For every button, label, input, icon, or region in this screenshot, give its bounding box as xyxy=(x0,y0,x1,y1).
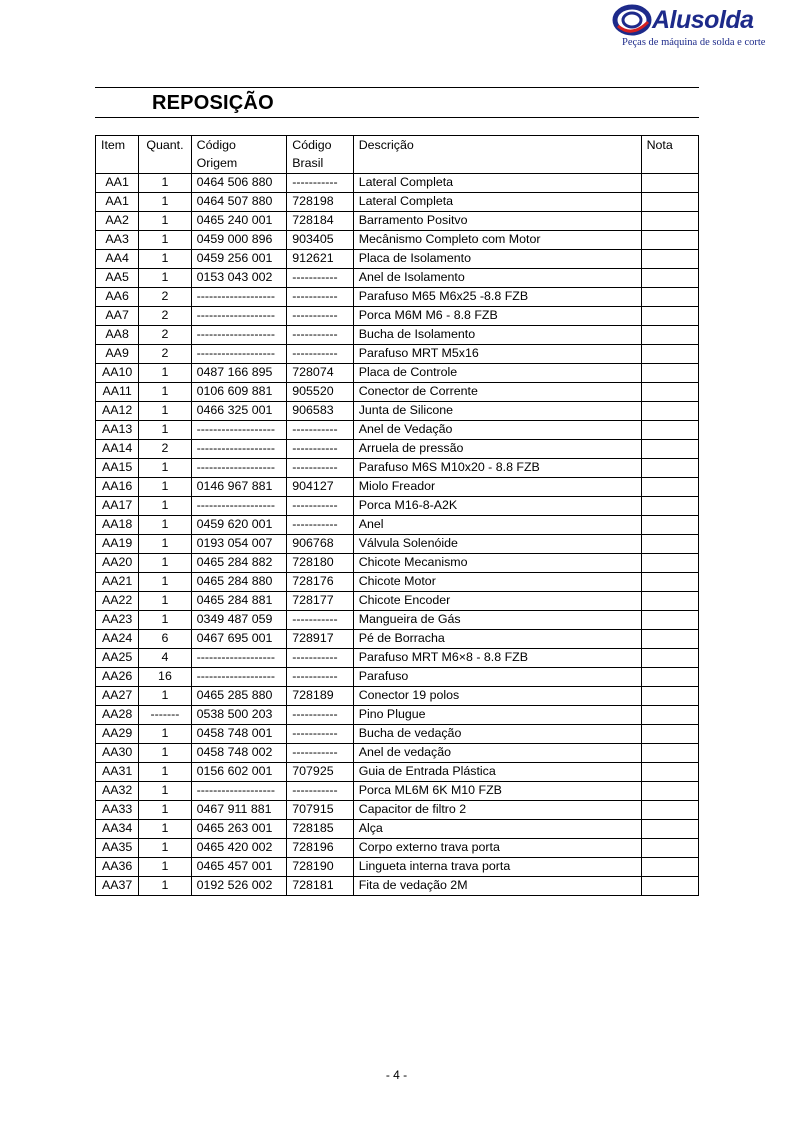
cell-codigo-brasil: ----------- xyxy=(287,421,353,440)
table-row xyxy=(96,307,699,326)
cell-descricao: Alça xyxy=(353,820,641,839)
cell-quant: 1 xyxy=(139,497,191,516)
cell-codigo-brasil: 903405 xyxy=(287,231,353,250)
cell-quant: 1 xyxy=(139,364,191,383)
table-row xyxy=(96,820,699,839)
cell-descricao: Conector de Corrente xyxy=(353,383,641,402)
cell-item: AA1 xyxy=(96,193,139,212)
page-title: REPOSIÇÃO xyxy=(152,92,274,114)
cell-nota xyxy=(641,345,698,364)
cell-nota xyxy=(641,744,698,763)
cell-quant: 1 xyxy=(139,554,191,573)
cell-nota xyxy=(641,421,698,440)
cell-codigo-origem: 0465 420 002 xyxy=(191,839,287,858)
cell-codigo-origem: 0465 284 880 xyxy=(191,573,287,592)
cell-quant: 1 xyxy=(139,174,191,193)
cell-codigo-brasil: ----------- xyxy=(287,269,353,288)
cell-item: AA16 xyxy=(96,478,139,497)
cell-codigo-origem: ------------------- xyxy=(191,421,287,440)
brand-tagline: Peças de máquina de solda e corte xyxy=(622,37,766,48)
table-row xyxy=(96,554,699,573)
cell-codigo-brasil: ----------- xyxy=(287,440,353,459)
cell-codigo-brasil: ----------- xyxy=(287,174,353,193)
cell-codigo-origem: ------------------- xyxy=(191,668,287,687)
cell-descricao: Bucha de Isolamento xyxy=(353,326,641,345)
table-row xyxy=(96,839,699,858)
cell-descricao: Chicote Mecanismo xyxy=(353,554,641,573)
cell-item: AA35 xyxy=(96,839,139,858)
cell-codigo-brasil: 906583 xyxy=(287,402,353,421)
cell-item: AA31 xyxy=(96,763,139,782)
cell-codigo-brasil: ----------- xyxy=(287,744,353,763)
cell-nota xyxy=(641,725,698,744)
cell-codigo-origem: ------------------- xyxy=(191,326,287,345)
cell-quant: 2 xyxy=(139,307,191,326)
cell-descricao: Placa de Isolamento xyxy=(353,250,641,269)
cell-nota xyxy=(641,250,698,269)
cell-quant: 1 xyxy=(139,459,191,478)
cell-item: AA4 xyxy=(96,250,139,269)
cell-nota xyxy=(641,459,698,478)
table-row xyxy=(96,326,699,345)
cell-item: AA15 xyxy=(96,459,139,478)
cell-nota xyxy=(641,269,698,288)
table-row xyxy=(96,193,699,212)
table-row xyxy=(96,801,699,820)
cell-quant: 1 xyxy=(139,763,191,782)
cell-nota xyxy=(641,516,698,535)
cell-codigo-brasil: 906768 xyxy=(287,535,353,554)
cell-item: AA19 xyxy=(96,535,139,554)
cell-codigo-origem: 0192 526 002 xyxy=(191,877,287,896)
cell-codigo-brasil: 912621 xyxy=(287,250,353,269)
cell-quant: 2 xyxy=(139,345,191,364)
cell-item: AA34 xyxy=(96,820,139,839)
cell-item: AA8 xyxy=(96,326,139,345)
brand-logo xyxy=(612,4,766,50)
cell-quant: 1 xyxy=(139,535,191,554)
cell-quant: 2 xyxy=(139,288,191,307)
cell-descricao: Lateral Completa xyxy=(353,174,641,193)
table-row xyxy=(96,858,699,877)
cell-codigo-brasil: ----------- xyxy=(287,326,353,345)
cell-nota xyxy=(641,668,698,687)
cell-codigo-origem: 0538 500 203 xyxy=(191,706,287,725)
cell-codigo-origem: ------------------- xyxy=(191,288,287,307)
cell-descricao: Chicote Motor xyxy=(353,573,641,592)
table-header-row xyxy=(96,136,699,174)
cell-descricao: Capacitor de filtro 2 xyxy=(353,801,641,820)
cell-codigo-brasil: 728198 xyxy=(287,193,353,212)
cell-codigo-origem: 0156 602 001 xyxy=(191,763,287,782)
brand-name xyxy=(652,6,754,34)
cell-codigo-origem: 0465 240 001 xyxy=(191,212,287,231)
cell-item: AA3 xyxy=(96,231,139,250)
cell-codigo-origem: 0458 748 001 xyxy=(191,725,287,744)
cell-codigo-origem: 0349 487 059 xyxy=(191,611,287,630)
cell-codigo-origem: 0465 284 881 xyxy=(191,592,287,611)
cell-codigo-origem: 0467 911 881 xyxy=(191,801,287,820)
cell-descricao: Lateral Completa xyxy=(353,193,641,212)
cell-quant: 1 xyxy=(139,573,191,592)
cell-codigo-origem: 0465 263 001 xyxy=(191,820,287,839)
cell-item: AA9 xyxy=(96,345,139,364)
cell-item: AA24 xyxy=(96,630,139,649)
cell-nota xyxy=(641,782,698,801)
table-row xyxy=(96,212,699,231)
cell-codigo-brasil: ----------- xyxy=(287,725,353,744)
cell-quant: 1 xyxy=(139,231,191,250)
table-row xyxy=(96,459,699,478)
cell-item: AA20 xyxy=(96,554,139,573)
cell-item: AA7 xyxy=(96,307,139,326)
cell-codigo-brasil: 904127 xyxy=(287,478,353,497)
cell-descricao: Conector 19 polos xyxy=(353,687,641,706)
cell-codigo-origem: 0467 695 001 xyxy=(191,630,287,649)
table-row xyxy=(96,706,699,725)
cell-item: AA14 xyxy=(96,440,139,459)
cell-codigo-brasil: 728074 xyxy=(287,364,353,383)
cell-descricao: Placa de Controle xyxy=(353,364,641,383)
cell-nota xyxy=(641,288,698,307)
cell-item: AA6 xyxy=(96,288,139,307)
cell-codigo-origem: ------------------- xyxy=(191,649,287,668)
cell-descricao: Fita de vedação 2M xyxy=(353,877,641,896)
cell-descricao: Lingueta interna trava porta xyxy=(353,858,641,877)
table-row xyxy=(96,782,699,801)
cell-quant: 1 xyxy=(139,592,191,611)
cell-codigo-brasil: ----------- xyxy=(287,288,353,307)
cell-item: AA18 xyxy=(96,516,139,535)
cell-nota xyxy=(641,554,698,573)
cell-codigo-origem: 0466 325 001 xyxy=(191,402,287,421)
cell-codigo-origem: 0146 967 881 xyxy=(191,478,287,497)
cell-quant: 1 xyxy=(139,687,191,706)
table-row xyxy=(96,877,699,896)
cell-item: AA25 xyxy=(96,649,139,668)
cell-codigo-origem: ------------------- xyxy=(191,497,287,516)
cell-codigo-origem: 0464 506 880 xyxy=(191,174,287,193)
cell-descricao: Parafuso xyxy=(353,668,641,687)
cell-codigo-brasil: 728190 xyxy=(287,858,353,877)
cell-item: AA5 xyxy=(96,269,139,288)
cell-item: AA36 xyxy=(96,858,139,877)
cell-nota xyxy=(641,820,698,839)
cell-item: AA23 xyxy=(96,611,139,630)
table-row xyxy=(96,478,699,497)
cell-item: AA13 xyxy=(96,421,139,440)
page-number: - 4 - xyxy=(385,1068,408,1082)
cell-codigo-origem: 0465 284 882 xyxy=(191,554,287,573)
cell-item: AA22 xyxy=(96,592,139,611)
cell-quant: 1 xyxy=(139,858,191,877)
cell-quant: 6 xyxy=(139,630,191,649)
cell-descricao: Chicote Encoder xyxy=(353,592,641,611)
cell-codigo-origem: ------------------- xyxy=(191,459,287,478)
cell-codigo-brasil: 728180 xyxy=(287,554,353,573)
alusolda-logo-icon xyxy=(612,4,652,36)
cell-descricao: Anel de Isolamento xyxy=(353,269,641,288)
cell-codigo-origem: ------------------- xyxy=(191,782,287,801)
cell-quant: 1 xyxy=(139,250,191,269)
cell-nota xyxy=(641,364,698,383)
cell-codigo-brasil: 728181 xyxy=(287,877,353,896)
table-row xyxy=(96,725,699,744)
cell-codigo-origem: 0193 054 007 xyxy=(191,535,287,554)
table-row xyxy=(96,592,699,611)
cell-codigo-origem: 0153 043 002 xyxy=(191,269,287,288)
cell-codigo-brasil: 728176 xyxy=(287,573,353,592)
cell-codigo-brasil: ----------- xyxy=(287,459,353,478)
header-codigo-brasil-line2: Brasil xyxy=(292,156,324,170)
cell-codigo-brasil: 728184 xyxy=(287,212,353,231)
cell-descricao: Parafuso MRT M6×8 - 8.8 FZB xyxy=(353,649,641,668)
cell-codigo-origem: ------------------- xyxy=(191,345,287,364)
cell-codigo-brasil: ----------- xyxy=(287,345,353,364)
cell-nota xyxy=(641,307,698,326)
cell-codigo-brasil: 707915 xyxy=(287,801,353,820)
header-quant: Quant. xyxy=(139,136,191,174)
cell-quant: 2 xyxy=(139,440,191,459)
table-row xyxy=(96,288,699,307)
cell-descricao: Guia de Entrada Plástica xyxy=(353,763,641,782)
cell-nota xyxy=(641,478,698,497)
cell-nota xyxy=(641,630,698,649)
table-row xyxy=(96,763,699,782)
cell-codigo-brasil: 728196 xyxy=(287,839,353,858)
cell-item: AA32 xyxy=(96,782,139,801)
brand-name-text: Alusolda xyxy=(652,6,754,34)
cell-quant: 1 xyxy=(139,782,191,801)
table-row xyxy=(96,383,699,402)
cell-quant: 1 xyxy=(139,421,191,440)
header-codigo-origem xyxy=(191,136,287,174)
cell-quant: 1 xyxy=(139,478,191,497)
cell-quant: 1 xyxy=(139,725,191,744)
cell-item: AA17 xyxy=(96,497,139,516)
cell-codigo-origem: 0459 256 001 xyxy=(191,250,287,269)
cell-quant: 1 xyxy=(139,402,191,421)
table-row xyxy=(96,516,699,535)
cell-descricao: Parafuso M6S M10x20 - 8.8 FZB xyxy=(353,459,641,478)
cell-nota xyxy=(641,687,698,706)
cell-quant: 1 xyxy=(139,269,191,288)
cell-codigo-brasil: 728177 xyxy=(287,592,353,611)
table-row xyxy=(96,269,699,288)
table-row xyxy=(96,668,699,687)
cell-quant: ------- xyxy=(139,706,191,725)
header-descricao: Descrição xyxy=(353,136,641,174)
cell-codigo-brasil: ----------- xyxy=(287,782,353,801)
cell-descricao: Anel xyxy=(353,516,641,535)
title-bottom-rule xyxy=(95,117,699,118)
cell-descricao: Porca M16-8-A2K xyxy=(353,497,641,516)
table-row xyxy=(96,250,699,269)
cell-item: AA21 xyxy=(96,573,139,592)
cell-codigo-origem: 0459 620 001 xyxy=(191,516,287,535)
cell-codigo-origem: 0487 166 895 xyxy=(191,364,287,383)
table-row xyxy=(96,649,699,668)
cell-codigo-brasil: ----------- xyxy=(287,668,353,687)
cell-nota xyxy=(641,858,698,877)
cell-nota xyxy=(641,174,698,193)
table-row xyxy=(96,535,699,554)
parts-table xyxy=(95,135,699,896)
cell-item: AA28 xyxy=(96,706,139,725)
table-row xyxy=(96,345,699,364)
cell-item: AA10 xyxy=(96,364,139,383)
header-codigo-brasil-line1: Código xyxy=(292,138,332,152)
table-row xyxy=(96,231,699,250)
table-row xyxy=(96,573,699,592)
cell-codigo-brasil: ----------- xyxy=(287,649,353,668)
cell-nota xyxy=(641,611,698,630)
cell-codigo-origem: ------------------- xyxy=(191,307,287,326)
table-row xyxy=(96,497,699,516)
cell-nota xyxy=(641,497,698,516)
cell-codigo-brasil: 905520 xyxy=(287,383,353,402)
cell-quant: 1 xyxy=(139,744,191,763)
cell-codigo-origem: 0465 457 001 xyxy=(191,858,287,877)
cell-codigo-brasil: 728185 xyxy=(287,820,353,839)
cell-nota xyxy=(641,535,698,554)
header-item: Item xyxy=(96,136,139,174)
cell-quant: 1 xyxy=(139,801,191,820)
header-codigo-origem-line1: Código xyxy=(196,138,236,152)
cell-descricao: Parafuso MRT M5x16 xyxy=(353,345,641,364)
cell-nota xyxy=(641,402,698,421)
cell-descricao: Mangueira de Gás xyxy=(353,611,641,630)
table-row xyxy=(96,421,699,440)
table-row xyxy=(96,364,699,383)
parts-table-body xyxy=(96,174,699,896)
cell-descricao: Porca ML6M 6K M10 FZB xyxy=(353,782,641,801)
cell-nota xyxy=(641,383,698,402)
cell-codigo-brasil: 728189 xyxy=(287,687,353,706)
cell-quant: 2 xyxy=(139,326,191,345)
cell-quant: 1 xyxy=(139,516,191,535)
cell-descricao: Mecânismo Completo com Motor xyxy=(353,231,641,250)
cell-quant: 16 xyxy=(139,668,191,687)
cell-descricao: Anel de Vedação xyxy=(353,421,641,440)
cell-descricao: Corpo externo trava porta xyxy=(353,839,641,858)
cell-nota xyxy=(641,706,698,725)
cell-item: AA26 xyxy=(96,668,139,687)
cell-descricao: Junta de Silicone xyxy=(353,402,641,421)
cell-codigo-brasil: ----------- xyxy=(287,307,353,326)
cell-item: AA2 xyxy=(96,212,139,231)
header-codigo-brasil xyxy=(287,136,353,174)
cell-descricao: Válvula Solenóide xyxy=(353,535,641,554)
cell-item: AA1 xyxy=(96,174,139,193)
cell-descricao: Parafuso M65 M6x25 -8.8 FZB xyxy=(353,288,641,307)
cell-nota xyxy=(641,231,698,250)
header-codigo-origem-line2: Origem xyxy=(196,156,238,170)
title-top-rule xyxy=(95,87,699,88)
table-row xyxy=(96,174,699,193)
cell-codigo-origem: 0464 507 880 xyxy=(191,193,287,212)
cell-item: AA29 xyxy=(96,725,139,744)
cell-nota xyxy=(641,839,698,858)
cell-item: AA12 xyxy=(96,402,139,421)
cell-nota xyxy=(641,212,698,231)
cell-codigo-origem: 0465 285 880 xyxy=(191,687,287,706)
cell-codigo-brasil: ----------- xyxy=(287,516,353,535)
cell-quant: 1 xyxy=(139,383,191,402)
cell-quant: 1 xyxy=(139,839,191,858)
cell-nota xyxy=(641,592,698,611)
cell-codigo-brasil: ----------- xyxy=(287,611,353,630)
cell-quant: 1 xyxy=(139,877,191,896)
cell-descricao: Porca M6M M6 - 8.8 FZB xyxy=(353,307,641,326)
cell-nota xyxy=(641,326,698,345)
cell-quant: 1 xyxy=(139,212,191,231)
cell-nota xyxy=(641,440,698,459)
cell-quant: 4 xyxy=(139,649,191,668)
table-row xyxy=(96,744,699,763)
cell-codigo-origem: 0459 000 896 xyxy=(191,231,287,250)
table-row xyxy=(96,611,699,630)
cell-descricao: Miolo Freador xyxy=(353,478,641,497)
cell-quant: 1 xyxy=(139,193,191,212)
table-row xyxy=(96,402,699,421)
cell-codigo-brasil: 707925 xyxy=(287,763,353,782)
cell-codigo-origem: ------------------- xyxy=(191,440,287,459)
cell-nota xyxy=(641,193,698,212)
cell-item: AA30 xyxy=(96,744,139,763)
table-row xyxy=(96,440,699,459)
table-row xyxy=(96,630,699,649)
cell-codigo-brasil: 728917 xyxy=(287,630,353,649)
cell-nota xyxy=(641,649,698,668)
cell-nota xyxy=(641,877,698,896)
cell-codigo-origem: 0458 748 002 xyxy=(191,744,287,763)
cell-codigo-origem: 0106 609 881 xyxy=(191,383,287,402)
table-row xyxy=(96,687,699,706)
cell-descricao: Anel de vedação xyxy=(353,744,641,763)
cell-item: AA37 xyxy=(96,877,139,896)
cell-nota xyxy=(641,801,698,820)
cell-descricao: Arruela de pressão xyxy=(353,440,641,459)
cell-item: AA11 xyxy=(96,383,139,402)
cell-descricao: Pino Plugue xyxy=(353,706,641,725)
cell-descricao: Pé de Borracha xyxy=(353,630,641,649)
cell-nota xyxy=(641,763,698,782)
cell-descricao: Barramento Positvo xyxy=(353,212,641,231)
cell-item: AA33 xyxy=(96,801,139,820)
cell-item: AA27 xyxy=(96,687,139,706)
cell-quant: 1 xyxy=(139,611,191,630)
header-nota: Nota xyxy=(641,136,698,174)
cell-codigo-brasil: ----------- xyxy=(287,706,353,725)
cell-nota xyxy=(641,573,698,592)
cell-descricao: Bucha de vedação xyxy=(353,725,641,744)
cell-quant: 1 xyxy=(139,820,191,839)
cell-codigo-brasil: ----------- xyxy=(287,497,353,516)
